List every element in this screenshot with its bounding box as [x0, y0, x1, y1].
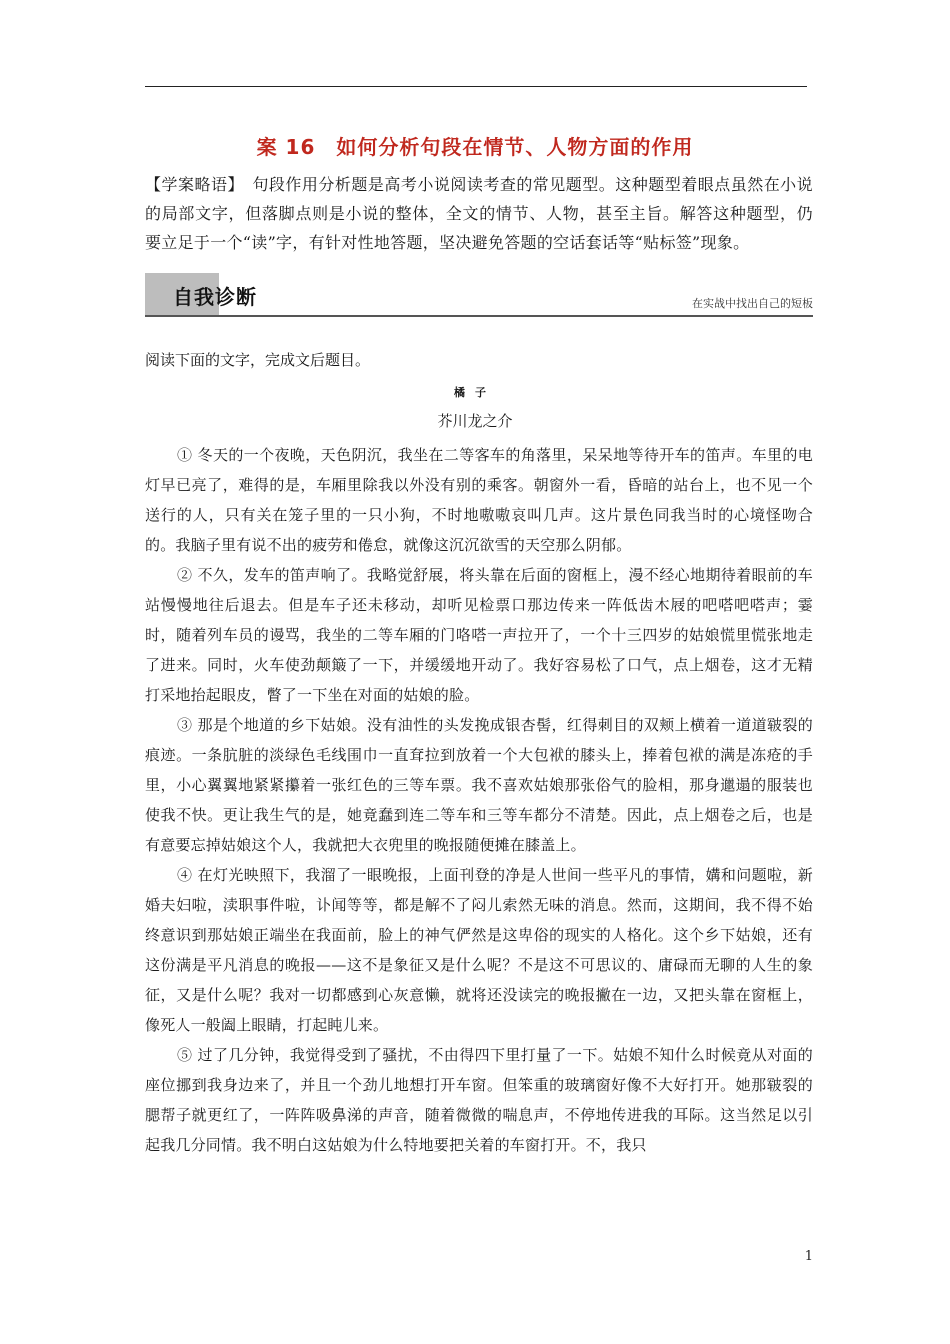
story-paragraph-3: ③ 那是个地道的乡下姑娘。没有油性的头发挽成银杏髻，红得刺目的双颊上横着一道道皲裂的痕迹。一条肮脏的淡绿色毛线围巾一直耷拉到放着一个大包袱的膝头上，捧着包袱的满是冻疮的手里，小心翼翼地紧紧攥着一张红色的三等车票。我不喜欢姑娘那张俗气的脸相，那身邋遢的服装也使我不快。更让我生气的是，她竟蠢到连二等车和三等车都分不清楚。因此，点上烟卷之后，也是有意要忘掉姑娘这个人，我就把大衣兜里的晚报随便摊在膝盖上。 [145, 716, 813, 854]
summary-text: 句段作用分析题是高考小说阅读考查的常见题型。这种题型着眼点虽然在小说的局部文字，但落脚点则是小说的整体，全文的情节、人物，甚至主旨。解答这种题型，仍要立足于一个“读”字，有针对性地答题，坚决避免答题的空话套话等“贴标签”现象。 [145, 175, 813, 252]
story-paragraph-5: ⑤ 过了几分钟，我觉得受到了骚扰，不由得四下里打量了一下。姑娘不知什么时候竟从对面的座位挪到我身边来了，并且一个劲儿地想打开车窗。但笨重的玻璃窗好像不大好打开。她那皲裂的腮帮子就更红了，一阵阵吸鼻涕的声音，随着微微的喘息声，不停地传进我的耳际。这当然足以引起我几分同情。我不明白这姑娘为什么特地要把关着的车窗打开。不，我只 [145, 1046, 813, 1154]
page-title: 案 16 如何分析句段在情节、人物方面的作用 [256, 135, 694, 159]
story-author: 芥川龙之介 [437, 412, 513, 430]
section-label: 自我诊断 [173, 285, 257, 309]
section-rule [145, 315, 813, 317]
reading-instruction: 阅读下面的文字，完成文后题目。 [145, 351, 371, 369]
story-paragraph-1: ① 冬天的一个夜晚，天色阴沉，我坐在二等客车的角落里，呆呆地等待开车的笛声。车里的电灯早已亮了，难得的是，车厢里除我以外没有别的乘客。朝窗外一看，昏暗的站台上，也不见一个送行的人，只有关在笼子里的一只小狗，不时地嗷嗷哀叫几声。这片景色同我当时的心境怪吻合的。我脑子里有说不出的疲劳和倦怠，就像这沉沉欲雪的天空那么阴郁。 [145, 446, 813, 554]
summary-tag: 【学案略语】 [145, 175, 236, 194]
section-subtitle: 在实战中找出自己的短板 [692, 297, 813, 310]
story-title: 橘子 [454, 386, 496, 399]
story-paragraph-2: ② 不久，发车的笛声响了。我略觉舒展，将头靠在后面的窗框上，漫不经心地期待着眼前的车站慢慢地往后退去。但是车子还未移动，却听见检票口那边传来一阵低齿木屐的吧嗒吧嗒声；霎时，随着列车员的谩骂，我坐的二等车厢的门咯嗒一声拉开了，一个十三四岁的姑娘慌里慌张地走了进来。同时，火车使劲颠簸了一下，并缓缓地开动了。我好容易松了口气，点上烟卷，这才无精打采地抬起眼皮，瞥了一下坐在对面的姑娘的脸。 [145, 566, 813, 704]
story-paragraph-4: ④ 在灯光映照下，我溜了一眼晚报，上面刊登的净是人世间一些平凡的事情，媾和问题啦，新婚夫妇啦，渎职事件啦，讣闻等等，都是解不了闷儿索然无味的消息。然而，这期间，我不得不始终意识到那姑娘正端坐在我面前，脸上的神气俨然是这卑俗的现实的人格化。这个乡下姑娘，还有这份满是平凡消息的晚报——这不是象征又是什么呢？不是这不可思议的、庸碌而无聊的人生的象征，又是什么呢？我对一切都感到心灰意懒，就将还没读完的晚报撇在一边，又把头靠在窗框上，像死人一般阖上眼睛，打起盹儿来。 [145, 866, 813, 1034]
summary-paragraph [145, 170, 813, 257]
section-header [145, 273, 813, 320]
page-number: 1 [804, 1249, 813, 1264]
header-rule [145, 86, 807, 87]
story-body [145, 440, 813, 1160]
